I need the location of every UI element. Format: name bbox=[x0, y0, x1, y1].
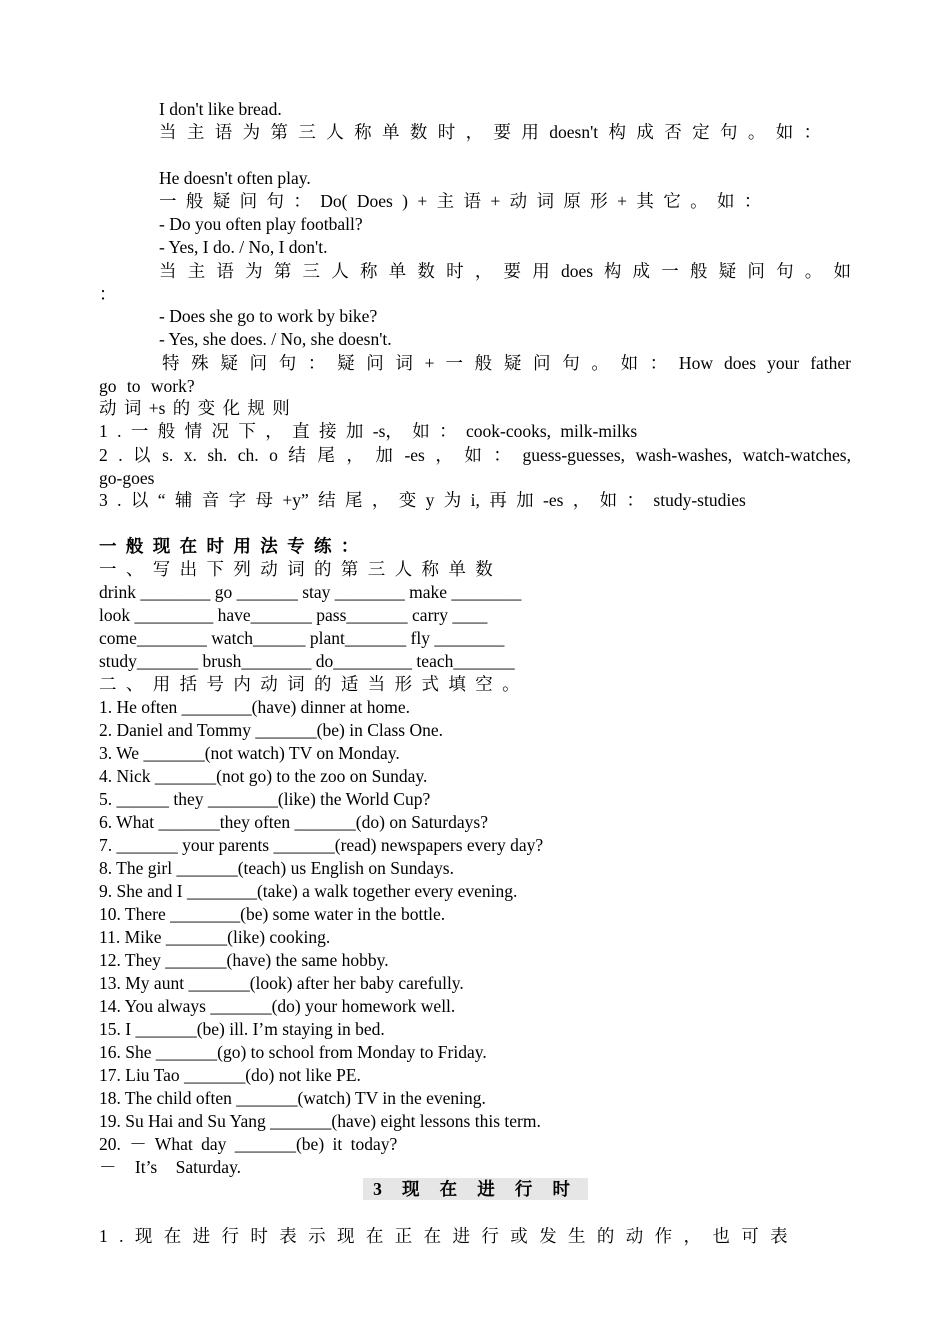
exercise-item: 13. My aunt _______(look) after her baby carefully. bbox=[99, 973, 464, 993]
example-sentence: - Do you often play football? bbox=[159, 214, 363, 234]
exercise-item: 3. We _______(not watch) TV on Monday. bbox=[99, 743, 400, 763]
example-sentence: I don't like bread. bbox=[159, 99, 282, 119]
exercise-item: 19. Su Hai and Su Yang _______(have) eight lessons this term. bbox=[99, 1111, 541, 1131]
exercise-item: 18. The child often _______(watch) TV in the evening. bbox=[99, 1088, 486, 1108]
example-sentence: - Does she go to work by bike? bbox=[159, 306, 378, 326]
example-sentence: - Yes, she does. / No, she doesn't. bbox=[159, 329, 392, 349]
exercise-item: 12. They _______(have) the same hobby. bbox=[99, 950, 389, 970]
exercise-item: 15. I _______(be) ill. I’m staying in bed. bbox=[99, 1019, 385, 1039]
exercise-item: 10. There ________(be) some water in the bottle. bbox=[99, 904, 446, 924]
verb-row: come________ watch______ plant_______ fly ________ bbox=[99, 628, 505, 648]
practice-title: 一 般 现 在 时 用 法 专 练 ： bbox=[99, 536, 359, 556]
rule-does-question: 当 主 语 为 第 三 人 称 单 数 时 ， 要 用 does 构 成 一 般 疑 问 句 。 如 ： bbox=[99, 261, 851, 304]
rule-item: 3 . 以 “ 辅 音 字 母 +y” 结 尾 ， 变 y 为 i, 再 加 -es ， 如 ： study-studies bbox=[99, 490, 746, 510]
verb-row: drink ________ go _______ stay ________ make ________ bbox=[99, 582, 522, 602]
exercise-item: 2. Daniel and Tommy _______(be) in Class One. bbox=[99, 720, 444, 740]
exercise-item: 4. Nick _______(not go) to the zoo on Sunday. bbox=[99, 766, 428, 786]
exercise-item: 16. She _______(go) to school from Monday to Friday. bbox=[99, 1042, 487, 1062]
example-sentence: He doesn't often play. bbox=[159, 168, 311, 188]
exercise-item: － It’s Saturday. bbox=[99, 1157, 242, 1177]
exercise-item: 6. What _______they often _______(do) on Saturdays? bbox=[99, 812, 488, 832]
exercise-item: 8. The girl _______(teach) us English on Sundays. bbox=[99, 858, 454, 878]
example-sentence: - Yes, I do. / No, I don't. bbox=[159, 237, 328, 257]
section-heading: 3 现 在 进 行 时 bbox=[363, 1178, 588, 1200]
section-paragraph: 1 . 现 在 进 行 时 表 示 现 在 正 在 进 行 或 发 生 的 动 作 ， 也 可 表 bbox=[99, 1226, 788, 1246]
verb-row: look _________ have_______ pass_______ carry ____ bbox=[99, 605, 488, 625]
rule-item: 1 . 一 般 情 况 下 ， 直 接 加 -s， 如 ： cook-cooks, milk-milks bbox=[99, 421, 638, 441]
rule-special-question: 特 殊 疑 问 句 ： 疑 问 词 + 一 般 疑 问 句 。 如 ： How does your father go to work? bbox=[99, 353, 851, 396]
rule-negative: 当 主 语 为 第 三 人 称 单 数 时 ， 要 用 doesn't 构 成 否 定 句 。 如 ： bbox=[159, 122, 822, 142]
exercise-item: 20. － What day _______(be) it today? bbox=[99, 1134, 398, 1154]
exercise-item: 14. You always _______(do) your homework well. bbox=[99, 996, 456, 1016]
rule-item: 2 . 以 s. x. sh. ch. o 结 尾 ， 加 -es ， 如 ： guess-guesses, wash-washes, watch-watches, go-goes bbox=[99, 445, 851, 488]
exercise-item: 9. She and I ________(take) a walk together every evening. bbox=[99, 881, 518, 901]
exercise-item: 7. _______ your parents _______(read) newspapers every day? bbox=[99, 835, 544, 855]
exercise-item: 1. He often ________(have) dinner at home. bbox=[99, 697, 411, 717]
verb-row: study_______ brush________ do_________ teach_______ bbox=[99, 651, 515, 671]
exercise-item: 17. Liu Tao _______(do) not like PE. bbox=[99, 1065, 361, 1085]
rule-question: 一 般 疑 问 句 ： Do( Does ) + 主 语 + 动 词 原 形 + 其 它 。 如 ： bbox=[159, 191, 762, 211]
rules-title: 动 词 +s 的 变 化 规 则 bbox=[99, 398, 290, 418]
part2-title: 二 、 用 括 号 内 动 词 的 适 当 形 式 填 空 。 bbox=[99, 674, 520, 694]
exercise-item: 11. Mike _______(like) cooking. bbox=[99, 927, 331, 947]
part1-title: 一 、 写 出 下 列 动 词 的 第 三 人 称 单 数 bbox=[99, 559, 493, 579]
exercise-item: 5. ______ they ________(like) the World Cup? bbox=[99, 789, 431, 809]
